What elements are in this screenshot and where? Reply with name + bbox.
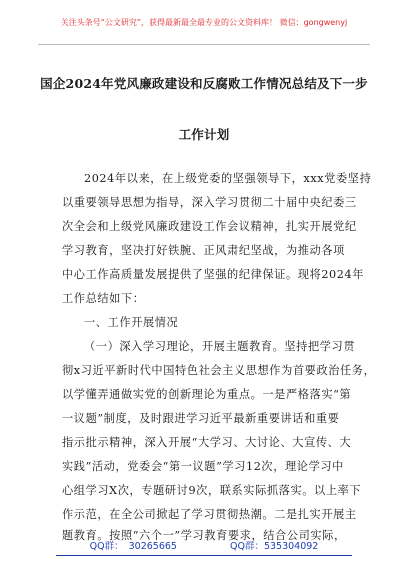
document-title-line-1: 国企2024年党风廉政建设和反腐败工作情况总结及下一步 — [40, 76, 368, 91]
body-line: 以学懂弄通做实党的创新理论为重点。一是严格落实“第 — [62, 388, 352, 401]
body-line: 题教育。按照“六个一”学习教育要求，结合公司实际， — [62, 529, 346, 542]
body-line: 中心工作高质量发展提供了坚强的纪律保证。现将2024年 — [62, 268, 364, 281]
body-line: 指示批示精神，深入开展“大学习、大讨论、大宣传、大 — [62, 436, 352, 449]
body-line: 学习教育，坚决打好铁腕、正风肃纪坚战，为推动各项 — [62, 244, 345, 257]
body-line: （一）深入学习理论，开展主题教育。坚持把学习贯 — [84, 340, 356, 353]
body-line: 工作总结如下： — [62, 292, 145, 305]
body-line: 一议题”制度，及时跟进学习近平最新重要讲话和重要 — [62, 412, 340, 425]
body-line: 心组学习X次，专题研讨9次，联系实际抓落实。以上率下 — [62, 484, 362, 497]
header-divider — [38, 44, 370, 45]
body-line: 实践”活动，党委会“第一议题”学习12次，理论学习中 — [62, 460, 344, 473]
body-line: 次全会和上级党风廉政建设工作会议精神，扎实开展党纪 — [62, 220, 357, 233]
footer — [0, 538, 408, 552]
body-line: 彻x习近平新时代中国特色社会主义思想作为首要政治任务， — [62, 364, 376, 377]
body-line: 以重要领导思想为指导，深入学习贯彻二十届中央纪委三 — [62, 196, 357, 209]
header-note: 关注头条号“公文研究”，获得最新最全最专业的公文资料库！ 微信：gongwenyj — [60, 18, 348, 27]
footer-divider — [56, 555, 352, 556]
footer-qq-group-2: QQ群：535304092 — [230, 541, 319, 552]
document-title-line-2: 工作计划 — [178, 127, 230, 142]
section-heading: 一、工作开展情况 — [84, 316, 179, 329]
footer-qq-group-1: QQ群： 30265665 — [89, 541, 177, 552]
body-line: 2024年以来，在上级党委的坚强领导下，xxx党委坚持 — [84, 172, 372, 185]
body-line: 作示范，在全公司掀起了学习贯彻热潮。二是扎实开展主 — [62, 508, 357, 521]
